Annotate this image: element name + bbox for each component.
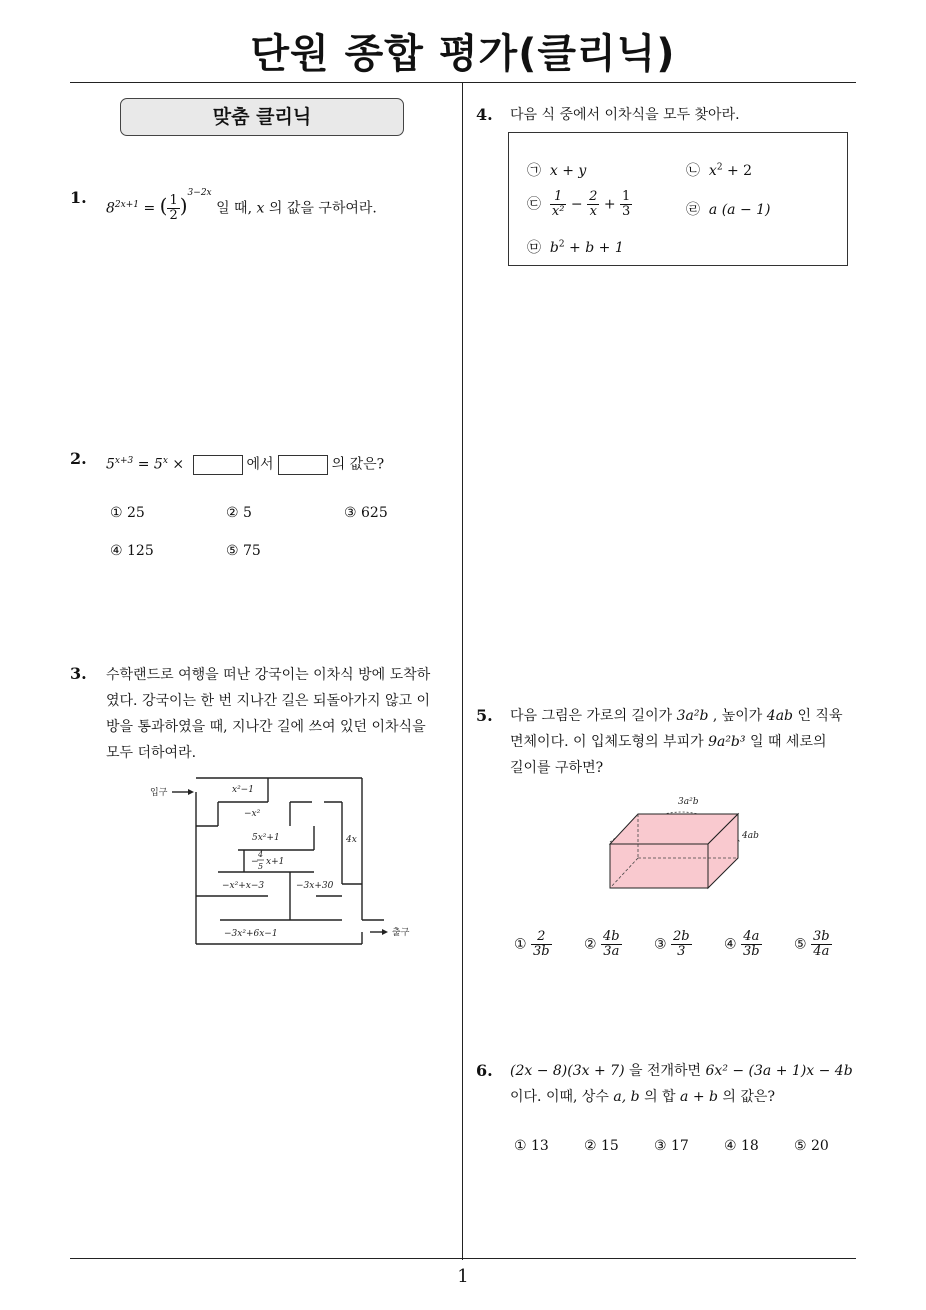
question-1-text: $8^{2x+1}$ = ( $\frac{1}{2}$ )$^{3-2x}$ 일 때, x 의 값을 구하여라.	[106, 188, 377, 224]
cuboid-top-label: 3a²b	[678, 797, 699, 807]
maze-label: −	[251, 857, 259, 867]
q4-option-e: ㉤ $b^2 + b + 1$	[527, 239, 624, 256]
q5-choice-3: ③ $\frac{2b}{3}$	[654, 929, 690, 959]
q2-choice-1: ① 25	[110, 505, 145, 521]
maze-frac-den: 5	[258, 862, 264, 871]
question-5-number: 5.	[476, 706, 493, 725]
question-4-prompt: 다음 식 중에서 이차식을 모두 찾아라.	[510, 107, 740, 123]
question-5-line-1: 다음 그림은 가로의 길이가 3a²b , 높이가 4ab 인 직육	[510, 708, 843, 724]
header-rule	[70, 82, 856, 83]
maze-label: −3x+30	[296, 881, 334, 891]
answer-blank-box	[278, 455, 328, 475]
maze-label: 4x	[346, 835, 357, 845]
answer-blank-box	[193, 455, 243, 475]
question-3-line-2: 였다. 강국이는 한 번 지나간 길은 되돌아가지 않고 이	[106, 693, 431, 709]
question-5-line-2: 면체이다. 이 입체도형의 부피가 9a²b³ 일 때 세로의	[510, 734, 827, 750]
maze-frac-num: 4	[258, 850, 264, 859]
column-divider	[462, 82, 463, 1260]
q6-choice-2: ② 15	[584, 1138, 619, 1154]
maze-diagram	[148, 772, 416, 952]
maze-label: −x²+x−3	[222, 881, 265, 891]
cuboid-face	[610, 844, 708, 888]
q5-choice-1: ① $\frac{2}{3b}$	[514, 929, 550, 959]
q6-choice-3: ③ 17	[654, 1138, 689, 1154]
q5-choice-4: ④ $\frac{4a}{3b}$	[724, 929, 760, 959]
maze-label: −x²	[244, 809, 261, 819]
page-title: 단원 종합 평가(클리닉)	[250, 31, 676, 77]
maze-label: 5x²+1	[252, 833, 280, 843]
maze-label: x²−1	[232, 785, 254, 795]
question-4-number: 4.	[476, 105, 493, 124]
maze-label: −3x²+6x−1	[224, 929, 278, 939]
q4-option-b: ㉡ $x^2 + 2$	[686, 162, 753, 179]
question-1-number: 1.	[70, 188, 87, 207]
question-3-line-3: 방을 통과하였을 때, 지나간 길에 쓰여 있던 이차식을	[106, 719, 426, 735]
maze-label: x+1	[266, 857, 285, 867]
q4-option-c: ㉢ $\frac{1}{\text{x²}}$ − $\frac{2}{x}$ + $\frac{1}{3}$	[527, 189, 631, 219]
cuboid-side-label: 4ab	[742, 831, 759, 841]
maze-entrance-label: 입구	[150, 788, 168, 798]
q5-choice-5: ⑤ $\frac{3b}{4a}$	[794, 929, 830, 959]
question-3-line-4: 모두 더하여라.	[106, 745, 197, 761]
page-number: 1	[457, 1266, 469, 1287]
q4-option-d: ㉣ a (a − 1)	[686, 202, 771, 218]
q2-choice-4: ④ 125	[110, 543, 154, 559]
q2-choice-2: ② 5	[226, 505, 252, 521]
q6-choice-4: ④ 18	[724, 1138, 759, 1154]
q6-choice-1: ① 13	[514, 1138, 549, 1154]
cuboid-diagram	[598, 792, 768, 896]
q4-option-a: ㉠ x + y	[527, 163, 587, 179]
question-3-number: 3.	[70, 664, 87, 683]
question-5-line-3: 길이를 구하면?	[510, 760, 604, 776]
q6-choice-5: ⑤ 20	[794, 1138, 829, 1154]
maze-exit-label: 출구	[392, 928, 410, 938]
question-6-number: 6.	[476, 1061, 493, 1080]
question-3-line-1: 수학랜드로 여행을 떠난 강국이는 이차식 방에 도착하	[106, 667, 431, 683]
question-2-number: 2.	[70, 449, 87, 468]
q2-choice-3: ③ 625	[344, 505, 388, 521]
question-6-line-2: 이다. 이때, 상수 a, b 의 합 a + b 의 값은?	[510, 1089, 775, 1105]
footer-rule	[70, 1258, 856, 1259]
question-2-text: $5^{x+3} = 5^x$ × 에서 의 값은?	[106, 456, 385, 473]
q2-choice-5: ⑤ 75	[226, 543, 261, 559]
q5-choice-2: ② $\frac{4b}{3a}$	[584, 929, 620, 959]
section-badge: 맞춤 클리닉	[120, 98, 404, 136]
question-6-line-1: (2x − 8)(3x + 7) 을 전개하면 6x² − (3a + 1)x − 4b	[510, 1063, 853, 1079]
